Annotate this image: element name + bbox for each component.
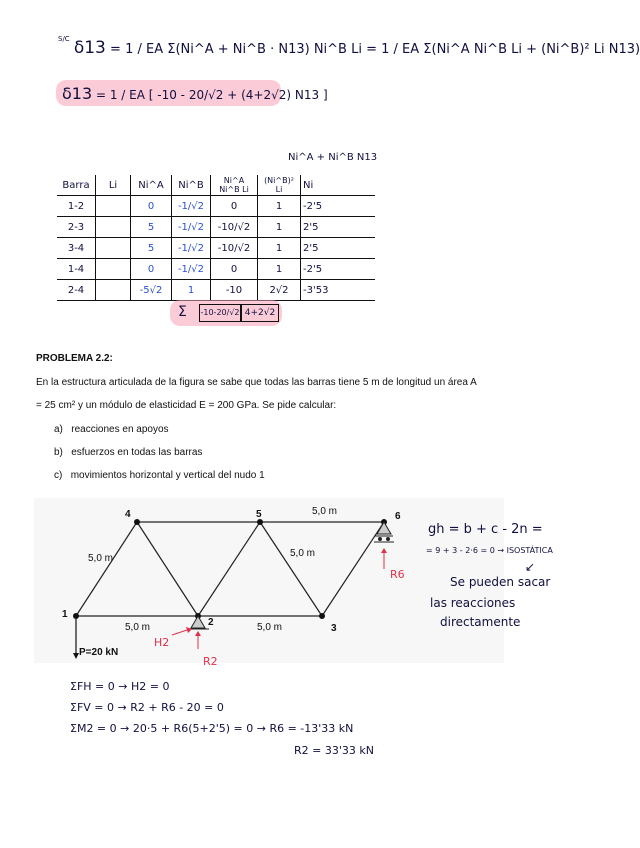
equation-3: ΣM2 = 0 → 20·5 + R6(5+2'5) = 0 → R6 = -13'33 kN [70, 722, 354, 735]
cell-nia: 5 [131, 217, 172, 238]
cell-nib: -1/√2 [172, 217, 211, 238]
sum-value-square: 4+2√2 [241, 304, 279, 322]
cell-ni: -3'53 [301, 280, 376, 301]
dim-bottom-left: 5,0 m [125, 622, 151, 633]
node-label-3: 3 [331, 623, 337, 634]
node-label-1: 1 [62, 609, 68, 620]
equation-2: ΣFV = 0 → R2 + R6 - 20 = 0 [70, 701, 224, 714]
roller-icon [378, 537, 382, 541]
note-line-5: directamente [440, 615, 521, 629]
formula-2 [62, 84, 328, 103]
cell-ni: 2'5 [301, 217, 376, 238]
node-1 [73, 613, 79, 619]
cell-ni: -2'5 [301, 259, 376, 280]
cell-barra: 2-4 [57, 280, 96, 301]
cell-product: -10/√2 [211, 238, 258, 259]
th-product: Ni^A Ni^B Li [211, 175, 258, 196]
item-marker: c) [54, 470, 63, 481]
cell-li [96, 238, 131, 259]
table-row [57, 259, 375, 280]
formula-1-fraction: 1 / EA [125, 42, 164, 57]
cell-nia: 5 [131, 238, 172, 259]
sum-label: Σ [178, 304, 187, 320]
note-line-4: las reacciones [430, 596, 516, 610]
node-label-5: 5 [256, 509, 262, 520]
th-ni: Ni [301, 175, 376, 196]
problem-line-1: En la estructura articulada de la figura se sabe que todas las barras tiene 5 m de longitud un área A [36, 377, 477, 388]
cell-product: -10 [211, 280, 258, 301]
cell-nib: -1/√2 [172, 238, 211, 259]
cell-nia: -5√2 [131, 280, 172, 301]
dim-bottom-right: 5,0 m [257, 622, 283, 633]
item-marker: b) [54, 447, 63, 458]
cell-nib: -1/√2 [172, 196, 211, 217]
label-h2: H2 [154, 636, 170, 649]
cell-product: 0 [211, 259, 258, 280]
dim-left: 5,0 m [88, 553, 114, 564]
cell-barra: 1-2 [57, 196, 96, 217]
th-nia: Ni^A [131, 175, 172, 196]
table-row [57, 196, 375, 217]
problem-item-c [54, 470, 265, 481]
note-line-1: gh = b + c - 2n = [428, 522, 543, 537]
problem-item-b [54, 447, 202, 458]
cell-li [96, 217, 131, 238]
table-row [57, 217, 375, 238]
cell-square: 1 [258, 259, 301, 280]
label-r2: R2 [203, 655, 218, 668]
problem-title: PROBLEMA 2.2: [36, 353, 113, 364]
load-label: P=20 kN [79, 647, 119, 658]
cell-nib: -1/√2 [172, 259, 211, 280]
formula-1-sup: S/C [58, 35, 70, 43]
th-li: Li [96, 175, 131, 196]
table-header-row [57, 175, 375, 196]
formula-2-lhs: δ13 [62, 84, 93, 103]
sum-value-product: -10-20/√2 [199, 304, 241, 322]
formula-1-term1: Σ(Ni^A + Ni^B · N13) Ni^B Li [167, 42, 362, 57]
label-r6: R6 [390, 568, 405, 581]
cell-product: -10/√2 [211, 217, 258, 238]
equation-1: ΣFH = 0 → H2 = 0 [70, 680, 170, 693]
note-line-2: = 9 + 3 - 2·6 = 0 → ISOSTÁTICA [426, 546, 553, 555]
cell-ni: -2'5 [301, 196, 376, 217]
th-square: (Ni^B)² Li [258, 175, 301, 196]
cell-barra: 1-4 [57, 259, 96, 280]
cell-product: 0 [211, 196, 258, 217]
th-barra: Barra [57, 175, 96, 196]
equation-4: R2 = 33'33 kN [294, 744, 374, 757]
cell-square: 1 [258, 196, 301, 217]
node-3 [319, 613, 325, 619]
node-label-4: 4 [125, 509, 131, 520]
cell-barra: 2-3 [57, 217, 96, 238]
table-row [57, 238, 375, 259]
formula-1-lhs: δ13 [73, 38, 106, 58]
node-4 [134, 519, 140, 525]
cell-li [96, 259, 131, 280]
table-row [57, 280, 375, 301]
note-line-3: Se pueden sacar [450, 575, 551, 589]
cell-li [96, 280, 131, 301]
cell-square: 1 [258, 238, 301, 259]
formula-1: $^{S/C}$ δ13 = 1 / EA Σ(Ni^A + Ni^B · N13) Ni^B Li = 1 / EA Σ(Ni^A Ni^B Li + (Ni^B)² Li N13) [58, 35, 640, 58]
th-nib: Ni^B [172, 175, 211, 196]
formula-1-eq: = [366, 42, 377, 57]
table-note: Ni^A + Ni^B N13 [288, 152, 378, 163]
cell-barra: 3-4 [57, 238, 96, 259]
cell-nia: 0 [131, 259, 172, 280]
node-label-6: 6 [395, 511, 401, 522]
cell-nib: 1 [172, 280, 211, 301]
bar-table [57, 175, 375, 301]
formula-1-term2: 1 / EA Σ(Ni^A Ni^B Li + (Ni^B)² Li N13) [381, 42, 640, 57]
note-arrow-icon: ↙ [525, 560, 536, 574]
cell-square: 2√2 [258, 280, 301, 301]
item-marker: a) [54, 424, 63, 435]
item-text: esfuerzos en todas las barras [71, 447, 203, 458]
cell-square: 1 [258, 217, 301, 238]
problem-line-2: = 25 cm² y un módulo de elasticidad E = 200 GPa. Se pide calcular: [36, 400, 337, 411]
node-label-2: 2 [208, 617, 214, 628]
dim-mid: 5,0 m [290, 548, 316, 559]
cell-li [96, 196, 131, 217]
item-text: reacciones en apoyos [71, 424, 169, 435]
cell-nia: 0 [131, 196, 172, 217]
dim-top: 5,0 m [312, 506, 338, 517]
problem-item-a [54, 424, 169, 435]
item-text: movimientos horizontal y vertical del nudo 1 [70, 470, 265, 481]
formula-2-rhs: = 1 / EA [ -10 - 20/√2 + (4+2√2) N13 ] [95, 88, 328, 102]
cell-ni: 2'5 [301, 238, 376, 259]
roller-icon [386, 537, 390, 541]
